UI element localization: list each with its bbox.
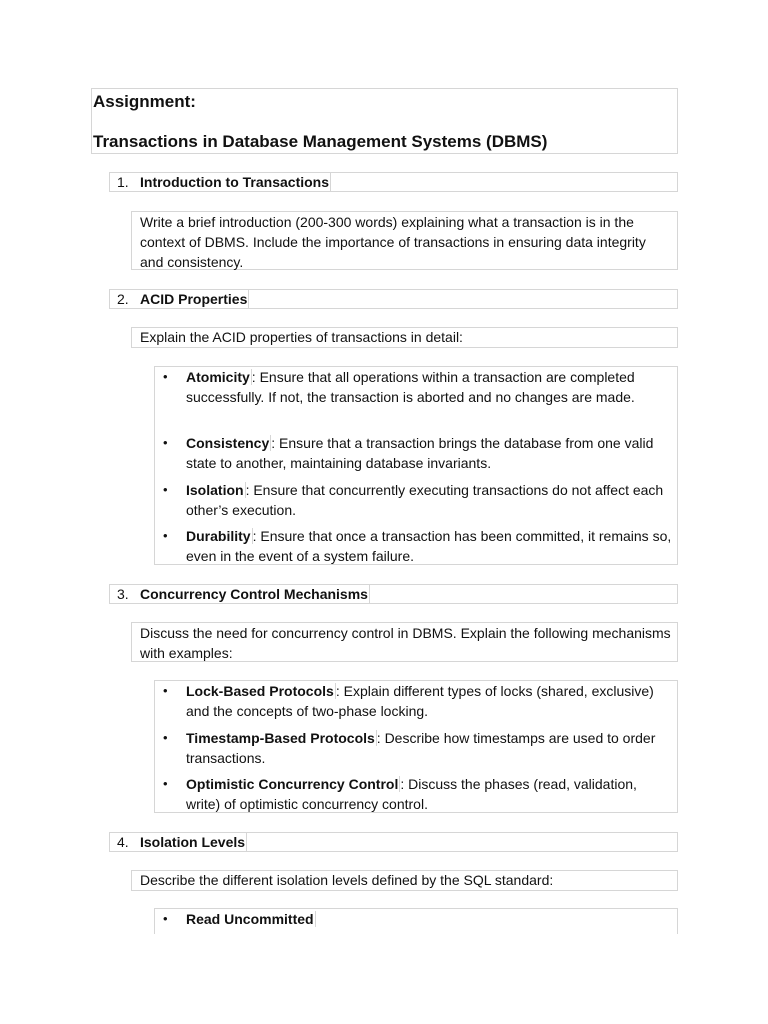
list-item-term: Consistency — [186, 435, 270, 451]
bullet-icon: • — [163, 435, 168, 450]
list-item — [163, 480, 674, 520]
section-1-paragraph: Write a brief introduction (200-300 words) explaining what a transaction is in the context of DBMS. Include the importance of transactions in ensuring data integrity and consistency. — [131, 211, 678, 270]
concurrency-mechanisms-list — [154, 680, 678, 813]
page-bottom-margin — [0, 934, 768, 1024]
section-2-paragraph: Explain the ACID properties of transactions in detail: — [131, 327, 678, 348]
list-item — [163, 526, 674, 566]
list-item-description: : Ensure that concurrently executing transactions do not affect each other’s execution. — [186, 482, 664, 518]
section-4-paragraph: Describe the different isolation levels defined by the SQL standard: — [131, 870, 678, 891]
list-item-description: : Describe how timestamps are used to order transactions. — [186, 730, 656, 766]
assignment-label: Assignment: — [93, 92, 196, 111]
list-item-term: Isolation — [186, 482, 244, 498]
acid-properties-list — [154, 366, 678, 565]
bullet-icon: • — [163, 730, 168, 745]
document-title: Transactions in Database Management Systems (DBMS) — [93, 132, 548, 151]
section-heading-4 — [109, 832, 678, 852]
section-heading-3 — [109, 584, 678, 604]
list-item — [163, 728, 674, 768]
list-item-term: Atomicity — [186, 369, 250, 385]
list-item — [163, 367, 674, 407]
section-title: ACID Properties — [140, 291, 248, 307]
bullet-icon: • — [163, 528, 168, 543]
section-heading-2 — [109, 289, 678, 309]
section-number: 1. — [117, 174, 129, 190]
bullet-icon: • — [163, 482, 168, 497]
list-item-description: : Discuss the phases (read, validation, write) of optimistic concurrency control. — [186, 776, 637, 812]
list-item-description: : Ensure that a transaction brings the database from one valid state to another, maintaining database invariants. — [186, 435, 654, 471]
list-item-term: Timestamp-Based Protocols — [186, 730, 375, 746]
list-item — [163, 433, 674, 473]
list-item — [163, 774, 674, 814]
list-item-term: Lock-Based Protocols — [186, 683, 334, 699]
document-title-block — [91, 88, 678, 154]
bullet-icon: • — [163, 911, 168, 926]
section-title: Isolation Levels — [140, 834, 246, 850]
section-title: Introduction to Transactions — [140, 174, 330, 190]
list-item-description: : Ensure that once a transaction has been committed, it remains so, even in the event of a system failure. — [186, 528, 672, 564]
list-item-description: : Ensure that all operations within a transaction are completed successfully. If not, the transaction is aborted and no changes are made. — [186, 369, 635, 405]
list-item-term: Optimistic Concurrency Control — [186, 776, 399, 792]
section-3-paragraph: Discuss the need for concurrency control in DBMS. Explain the following mechanisms with examples: — [131, 622, 678, 662]
bullet-icon: • — [163, 683, 168, 698]
list-item-description: : Explain different types of locks (shared, exclusive) and the concepts of two-phase locking. — [186, 683, 654, 719]
section-number: 3. — [117, 586, 129, 602]
list-item — [163, 909, 674, 929]
list-item-term: Read Uncommitted — [186, 911, 314, 927]
list-item-term: Durability — [186, 528, 251, 544]
section-number: 4. — [117, 834, 129, 850]
bullet-icon: • — [163, 776, 168, 791]
section-heading-1 — [109, 172, 678, 192]
bullet-icon: • — [163, 369, 168, 384]
section-title: Concurrency Control Mechanisms — [140, 586, 368, 602]
list-item — [163, 681, 674, 721]
section-number: 2. — [117, 291, 129, 307]
